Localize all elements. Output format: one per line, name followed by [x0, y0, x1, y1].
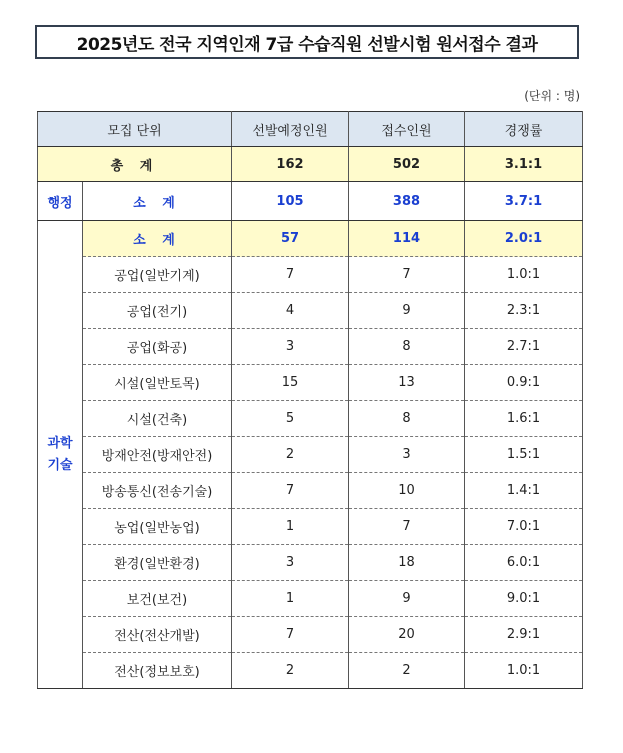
table-row: [38, 473, 583, 509]
row-planned: 4: [232, 293, 349, 329]
row-applied: 20: [349, 617, 465, 653]
row-applied: 10: [349, 473, 465, 509]
row-planned: 2: [232, 653, 349, 689]
row-planned: 2: [232, 437, 349, 473]
table-row: [38, 581, 583, 617]
row-applied: 18: [349, 545, 465, 581]
row-name: 공업(전기): [83, 293, 232, 329]
row-applied: 9: [349, 581, 465, 617]
row-ratio: 9.0:1: [465, 581, 583, 617]
unit-note: (단위 : 명): [524, 89, 580, 103]
row-ratio: 2.7:1: [465, 329, 583, 365]
row-applied: 7: [349, 257, 465, 293]
table-row: [38, 257, 583, 293]
table-row: [38, 509, 583, 545]
header-applied: 접수인원: [349, 112, 465, 147]
page-title: 2025년도 전국 지역인재 7급 수습직원 선발시험 원서접수 결과: [76, 34, 538, 55]
tech-group-line1: 과학: [47, 435, 73, 451]
row-name: 환경(일반환경): [83, 545, 232, 581]
admin-subtotal-ratio: 3.7:1: [465, 182, 583, 221]
row-ratio: 1.4:1: [465, 473, 583, 509]
table-row: [38, 293, 583, 329]
table-row: [38, 617, 583, 653]
row-name: 농업(일반농업): [83, 509, 232, 545]
row-planned: 1: [232, 509, 349, 545]
table-row: [38, 365, 583, 401]
row-name: 시설(건축): [83, 401, 232, 437]
row-planned: 7: [232, 257, 349, 293]
total-row: [38, 147, 583, 182]
row-ratio: 1.6:1: [465, 401, 583, 437]
row-name: 시설(일반토목): [83, 365, 232, 401]
tech-group-label: [38, 221, 83, 689]
header-unit: 모집 단위: [38, 112, 232, 147]
header-ratio: 경쟁률: [465, 112, 583, 147]
admin-subtotal-label: 소 계: [83, 182, 232, 221]
total-planned: 162: [232, 147, 349, 182]
row-planned: 3: [232, 329, 349, 365]
tech-subtotal-ratio: 2.0:1: [465, 221, 583, 257]
row-name: 방재안전(방재안전): [83, 437, 232, 473]
tech-group-line2: 기술: [47, 457, 73, 473]
table-row: [38, 401, 583, 437]
total-label: 총 계: [38, 147, 232, 182]
row-applied: 13: [349, 365, 465, 401]
table-row: [38, 653, 583, 689]
row-ratio: 2.9:1: [465, 617, 583, 653]
row-planned: 5: [232, 401, 349, 437]
row-planned: 3: [232, 545, 349, 581]
header-planned: 선발예정인원: [232, 112, 349, 147]
total-applied: 502: [349, 147, 465, 182]
row-applied: 9: [349, 293, 465, 329]
page-title-box: [35, 25, 579, 59]
row-planned: 1: [232, 581, 349, 617]
admin-subtotal-row: [38, 182, 583, 221]
row-applied: 3: [349, 437, 465, 473]
results-table: [37, 111, 583, 689]
row-ratio: 2.3:1: [465, 293, 583, 329]
row-ratio: 1.0:1: [465, 653, 583, 689]
table-row: [38, 437, 583, 473]
header-row: [38, 112, 583, 147]
row-applied: 8: [349, 329, 465, 365]
tech-subtotal-planned: 57: [232, 221, 349, 257]
row-planned: 15: [232, 365, 349, 401]
row-ratio: 6.0:1: [465, 545, 583, 581]
tech-subtotal-label: 소 계: [83, 221, 232, 257]
row-planned: 7: [232, 617, 349, 653]
row-name: 보건(보건): [83, 581, 232, 617]
row-name: 방송통신(전송기술): [83, 473, 232, 509]
total-ratio: 3.1:1: [465, 147, 583, 182]
admin-subtotal-applied: 388: [349, 182, 465, 221]
table-row: [38, 545, 583, 581]
admin-group-label: 행정: [38, 182, 83, 221]
row-applied: 8: [349, 401, 465, 437]
row-name: 전산(전산개발): [83, 617, 232, 653]
row-ratio: 0.9:1: [465, 365, 583, 401]
row-name: 전산(정보보호): [83, 653, 232, 689]
row-planned: 7: [232, 473, 349, 509]
row-applied: 2: [349, 653, 465, 689]
table-row: [38, 329, 583, 365]
tech-subtotal-applied: 114: [349, 221, 465, 257]
admin-subtotal-planned: 105: [232, 182, 349, 221]
row-name: 공업(일반기계): [83, 257, 232, 293]
row-name: 공업(화공): [83, 329, 232, 365]
tech-subtotal-row: [38, 221, 583, 257]
row-ratio: 7.0:1: [465, 509, 583, 545]
row-ratio: 1.0:1: [465, 257, 583, 293]
row-applied: 7: [349, 509, 465, 545]
row-ratio: 1.5:1: [465, 437, 583, 473]
